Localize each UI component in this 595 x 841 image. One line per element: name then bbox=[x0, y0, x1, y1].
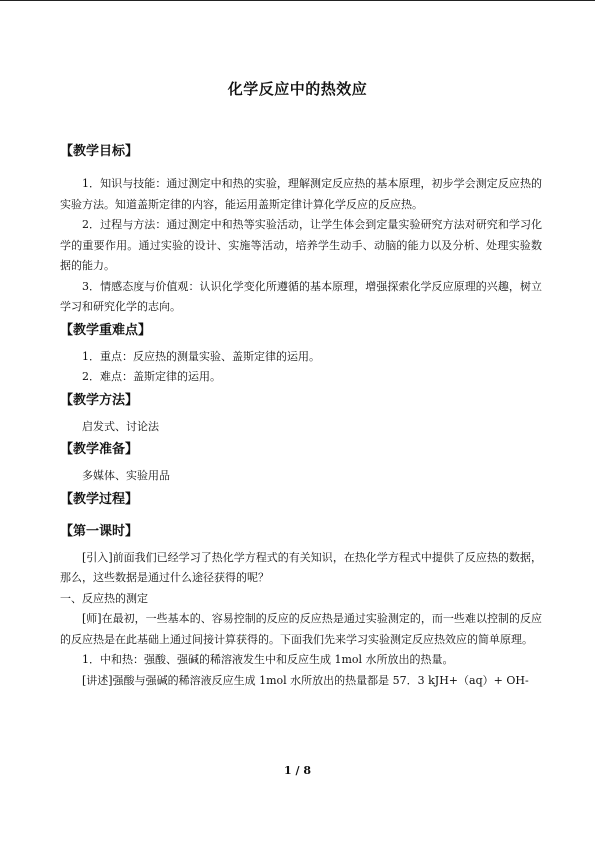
neutralization-heat: 1．中和热：强酸、强碱的稀溶液发生中和反应生成 1mol 水所放出的热量。 bbox=[82, 653, 454, 666]
heading-lesson-one: 【第一课时】 bbox=[60, 523, 139, 539]
goal-3: 3．情感态度与价值观：认识化学变化所遵循的基本原理，增强探索化学反应原理的兴趣，树立学习和研究化学的志向。 bbox=[60, 279, 542, 313]
explain-paragraph: [讲述]强酸与强碱的稀溶液反应生成 1mol 水所放出的热量都是 57．3 kJH+（aq）+ OH- bbox=[82, 673, 529, 687]
doc-content bbox=[60, 142, 542, 691]
goal-2: 2．过程与方法：通过测定中和热等实验活动，让学生体会到定量实验研究方法对研究和学习化学的重要作用。通过实验的设计、实施等活动，培养学生动手、动脑的能力以及分析、处理实验数据的能力。 bbox=[60, 218, 542, 272]
preparation-text: 多媒体、实验用品 bbox=[82, 469, 170, 482]
heading-goals: 【教学目标】 bbox=[60, 144, 139, 159]
page-number: 1 / 8 bbox=[284, 764, 311, 777]
key-point-1: 1．重点：反应热的测量实验、盖斯定律的运用。 bbox=[82, 349, 320, 363]
intro-paragraph: [引入]前面我们已经学习了热化学方程式的有关知识，在热化学方程式中提供了反应热的数据，那么，这些数据是通过什么途径获得的呢？ bbox=[60, 550, 542, 584]
goal-1: 1．知识与技能：通过测定中和热的实验，理解测定反应热的基本原理，初步学会测定反应热的实验方法。知道盖斯定律的内容，能运用盖斯定律计算化学反应的反应热。 bbox=[60, 177, 542, 211]
part-one-heading: 一、反应热的测定 bbox=[60, 591, 148, 605]
teacher-paragraph: [师]在最初，一些基本的、容易控制的反应的反应热是通过实验测定的，而一些难以控制的反应的反应热是在此基础上通过间接计算获得的。下面我们先来学习实验测定反应热效应的简单原理。 bbox=[60, 612, 542, 646]
method-text: 启发式、讨论法 bbox=[82, 419, 159, 433]
heading-process: 【教学过程】 bbox=[60, 491, 139, 507]
heading-preparation: 【教学准备】 bbox=[60, 442, 139, 457]
top-rule bbox=[0, 0, 595, 1]
key-point-2: 2．难点：盖斯定律的运用。 bbox=[82, 370, 221, 383]
heading-key-points: 【教学重难点】 bbox=[60, 322, 152, 338]
doc-title: 化学反应中的热效应 bbox=[227, 80, 368, 98]
heading-methods: 【教学方法】 bbox=[60, 392, 139, 408]
